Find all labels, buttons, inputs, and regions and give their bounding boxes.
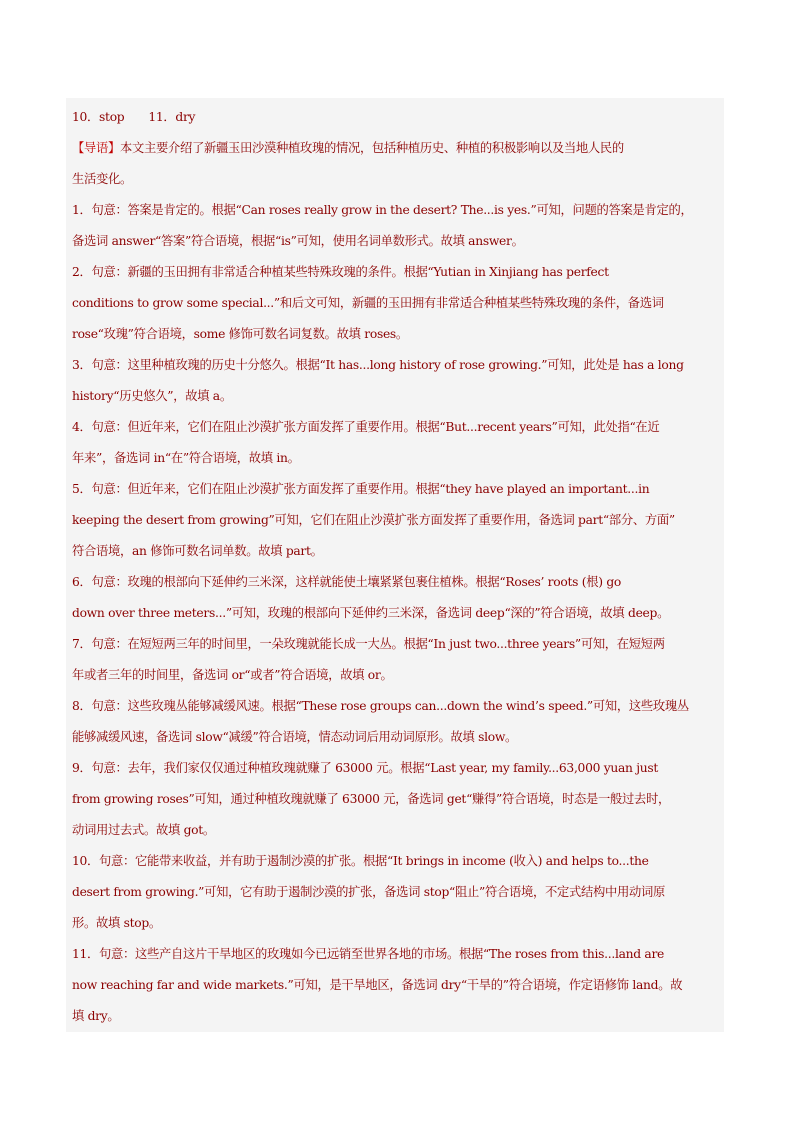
- item-1-line-1: 1．句意：答案是肯定的。根据“Can roses really grow in the desert? The...is yes.”可知，问题的答案是肯定的，: [72, 203, 693, 217]
- guide-line-1: [72, 133, 718, 164]
- item-3-line-1: 3．句意：这里种植玫瑰的历史十分悠久。根据“It has...long history of rose growing.”可知，此处是 has a long: [72, 358, 684, 372]
- item-10-line-3: 形。故填 stop。: [72, 916, 161, 930]
- item-5-line-1: 5．句意：但近年来，它们在阻止沙漠扩张方面发挥了重要作用。根据“they have played an important...in: [72, 482, 650, 496]
- guide-text: 本文主要介绍了新疆玉田沙漠种植玫瑰的情况，包括种植历史、种植的积极影响以及当地人民的: [120, 141, 624, 155]
- item-9-line-1: 9．句意：去年，我们家仅仅通过种植玫瑰就赚了 63000 元。根据“Last year, my family...63,000 yuan just: [72, 761, 659, 775]
- item-4-line-2: 年来”，备选词 in“在”符合语境，故填 in。: [72, 451, 300, 465]
- item-7-line-1: 7．句意：在短短两三年的时间里，一朵玫瑰就能长成一大丛。根据“In just two...three years”可知，在短短两: [72, 637, 665, 651]
- item-9-line-2: from growing roses”可知，通过种植玫瑰就赚了 63000 元，备选词 get“赚得”符合语境，时态是一般过去时，: [72, 792, 670, 806]
- item-11-line-1: 11．句意：这些产自这片干旱地区的玫瑰如今已远销至世界各地的市场。根据“The roses from this...land are: [72, 947, 665, 961]
- item-6-line-2: down over three meters...”可知，玫瑰的根部向下延伸约三米深，备选词 deep“深的”符合语境，故填 deep。: [72, 606, 670, 620]
- item-1-line-2: 备选词 answer“答案”符合语境，根据“is”可知，使用名词单数形式。故填 answer。: [72, 234, 524, 248]
- item-2-line-1: 2．句意：新疆的玉田拥有非常适合种植某些特殊玫瑰的条件。根据“Yutian in Xinjiang has perfect: [72, 265, 609, 279]
- guide-label: 【导语】: [72, 141, 120, 155]
- item-6-line-1: 6．句意：玫瑰的根部向下延伸约三米深，这样就能使土壤紧紧包裹住植株。根据“Roses’ roots (根) go: [72, 575, 622, 589]
- item-9-line-3: 动词用过去式。故填 got。: [72, 823, 215, 837]
- answers-tail: 10．stop 11．dry: [72, 110, 196, 124]
- item-8-line-2: 能够减缓风速，备选词 slow“减缓”符合语境，情态动词后用动词原形。故填 slow。: [72, 730, 518, 744]
- item-10-line-2: desert from growing.”可知，它有助于遏制沙漠的扩张，备选词 stop“阻止”符合语境，不定式结构中用动词原: [72, 885, 665, 899]
- item-2-line-2: conditions to grow some special...”和后文可知，新疆的玉田拥有非常适合种植某些特殊玫瑰的条件，备选词: [72, 296, 664, 310]
- item-5-line-3: 符合语境，an 修饰可数名词单数。故填 part。: [72, 544, 323, 558]
- answer-explanation-page: [66, 98, 724, 1032]
- item-3-line-2: history“历史悠久”，故填 a。: [72, 389, 232, 403]
- item-2-line-3: rose“玫瑰”符合语境，some 修饰可数名词复数。故填 roses。: [72, 327, 408, 341]
- item-8-line-1: 8．句意：这些玫瑰丛能够减缓风速。根据“These rose groups can...down the wind’s speed.”可知，这些玫瑰丛: [72, 699, 689, 713]
- item-4-line-1: 4．句意：但近年来，它们在阻止沙漠扩张方面发挥了重要作用。根据“But...recent years”可知，此处指“在近: [72, 420, 660, 434]
- item-10-line-1: 10．句意：它能带来收益，并有助于遏制沙漠的扩张。根据“It brings in income (收入) and helps to...the: [72, 854, 649, 868]
- guide-line-2: 生活变化。: [72, 172, 132, 186]
- item-11-line-2: now reaching far and wide markets.”可知，是干旱地区，备选词 dry“干旱的”符合语境，作定语修饰 land。故: [72, 978, 683, 992]
- item-11-line-3: 填 dry。: [72, 1009, 120, 1023]
- item-7-line-2: 年或者三年的时间里，备选词 or“或者”符合语境，故填 or。: [72, 668, 393, 682]
- item-5-line-2: keeping the desert from growing”可知，它们在阻止沙漠扩张方面发挥了重要作用，备选词 part“部分、方面”: [72, 513, 675, 527]
